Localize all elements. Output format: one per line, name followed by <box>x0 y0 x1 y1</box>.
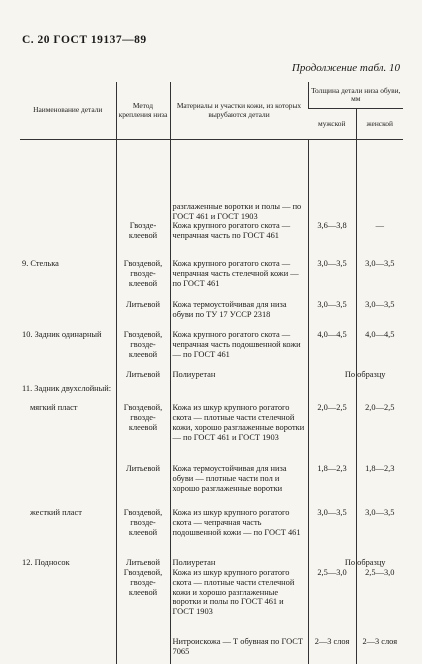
cell-method: Литьевой <box>116 555 170 568</box>
merged-thickness-label: По образцу <box>344 558 386 568</box>
cell-name <box>20 221 116 259</box>
cell-material: Полиуретан <box>170 367 308 381</box>
cell-men: 1,8—2,3 <box>308 461 356 505</box>
cell-method <box>116 140 170 222</box>
cell-women: 2,5—3,0 <box>356 568 403 634</box>
cell-name: 10. Задник одинарный <box>22 330 102 340</box>
cell-material: разглаженные воротки и полы — по ГОСТ 461 и ГОСТ 1903 <box>170 140 308 222</box>
table-row <box>20 367 403 381</box>
cell-material: Полиуретан <box>170 555 308 568</box>
cell-name <box>20 297 116 327</box>
header-women: женской <box>356 109 403 140</box>
cell-material <box>170 381 308 403</box>
cell-method <box>116 381 170 403</box>
cell-name <box>20 367 116 381</box>
cell-men: 4,0—4,5 <box>308 327 356 367</box>
header-name: Наименование детали <box>20 82 116 140</box>
table-continuation-label: Продолжение табл. 10 <box>291 62 400 74</box>
cell-women: 4,0—4,5 <box>356 327 403 367</box>
cell-name: мягкий пласт <box>30 403 78 413</box>
header-materials: Материалы и участки кожи, из которых вырубаются детали <box>170 82 308 140</box>
table-row <box>20 634 403 664</box>
cell-men: 2,0—2,5 <box>308 403 356 461</box>
table-row <box>20 555 403 568</box>
table-row <box>20 403 403 461</box>
cell-material: Кожа термоустойчивая для низа обуви по ТУ 17 УССР 2318 <box>170 297 308 327</box>
cell-method: Гвоздевой, гвозде-клеевой <box>116 403 170 461</box>
cell-material: Кожа из шкур крупного рогатого скота — плотные части стелечной кожи, хорошо разглаженные воротки — по ГОСТ 461 и ГОСТ 1903 <box>170 403 308 461</box>
cell-material: Кожа из шкур крупного рогатого скота — чепрачная часть подошвенной кожи — по ГОСТ 461 <box>170 505 308 555</box>
cell-material: Кожа крупного рогатого скота — чепрачная часть стелечной кожи — по ГОСТ 461 <box>170 259 308 297</box>
table-row <box>20 327 403 367</box>
cell-method: Литьевой <box>116 367 170 381</box>
cell-method: Гвоздевой, гвозде-клеевой <box>116 259 170 297</box>
cell-women: 3,0—3,5 <box>356 259 403 297</box>
cell-material: Кожа крупного рогатого скота — чепрачная часть подошвенной кожи — по ГОСТ 461 <box>170 327 308 367</box>
table-row <box>20 259 403 297</box>
cell-women: 3,0—3,5 <box>356 297 403 327</box>
cell-method: Гвозде-клеевой <box>116 221 170 259</box>
cell-women <box>356 381 403 403</box>
cell-method <box>116 634 170 664</box>
cell-men <box>308 367 386 381</box>
cell-name: 9. Стелька <box>22 259 59 269</box>
cell-method: Гвоздевой, гвозде-клеевой <box>116 327 170 367</box>
cell-name <box>20 140 116 222</box>
table-row <box>20 381 403 403</box>
cell-method: Литьевой <box>116 461 170 505</box>
header-method: Метод крепления низа <box>116 82 170 140</box>
table-row <box>20 297 403 327</box>
cell-name <box>20 634 116 664</box>
cell-name: 11. Задник двухслойный: <box>22 384 112 394</box>
cell-material: Нитроискожа — Т обувная по ГОСТ 7065 <box>170 634 308 664</box>
cell-method: Литьевой <box>116 297 170 327</box>
header-men: мужской <box>308 109 356 140</box>
cell-men <box>308 381 356 403</box>
cell-men <box>308 555 386 568</box>
cell-method: Гвоздевой, гвозде-клеевой <box>116 568 170 634</box>
details-table <box>20 82 403 664</box>
cell-women: 3,0—3,5 <box>356 505 403 555</box>
cell-men: 2,5—3,0 <box>308 568 356 634</box>
page-header: С. 20 ГОСТ 19137—89 <box>22 34 147 46</box>
cell-name: жесткий пласт <box>30 508 82 518</box>
cell-method: Гвоздевой, гвозде-клеевой <box>116 505 170 555</box>
cell-men: 2—3 слоя <box>308 634 356 664</box>
cell-men: 3,6—3,8 <box>308 221 356 259</box>
merged-thickness-label: По образцу <box>344 370 386 380</box>
table-row <box>20 505 403 555</box>
cell-material: Кожа термоустойчивая для низа обуви — плотные части пол и хорошо разглаженные воротки <box>170 461 308 505</box>
cell-name: 12. Подносок <box>22 558 70 568</box>
table-row <box>20 461 403 505</box>
cell-men <box>308 140 356 222</box>
cell-women: 2—3 слоя <box>356 634 403 664</box>
cell-men: 3,0—3,5 <box>308 505 356 555</box>
table-row <box>20 568 403 634</box>
table-row <box>20 221 403 259</box>
cell-women: 2,0—2,5 <box>356 403 403 461</box>
cell-name <box>20 461 116 505</box>
header-thickness: Толщина детали низа обуви, мм <box>308 82 403 109</box>
cell-women: 1,8—2,3 <box>356 461 403 505</box>
cell-material: Кожа крупного рогатого скота — чепрачная часть по ГОСТ 461 <box>170 221 308 259</box>
cell-women <box>356 140 403 222</box>
cell-men: 3,0—3,5 <box>308 259 356 297</box>
cell-women: — <box>356 221 403 259</box>
cell-men: 3,0—3,5 <box>308 297 356 327</box>
cell-name <box>20 568 116 634</box>
table-row <box>20 140 403 222</box>
cell-material: Кожа из шкур крупного рогатого скота — плотные части стелечной кожи и хорошо разглаженные воротки и полы по ГОСТ 461 и ГОСТ 1903 <box>170 568 308 634</box>
